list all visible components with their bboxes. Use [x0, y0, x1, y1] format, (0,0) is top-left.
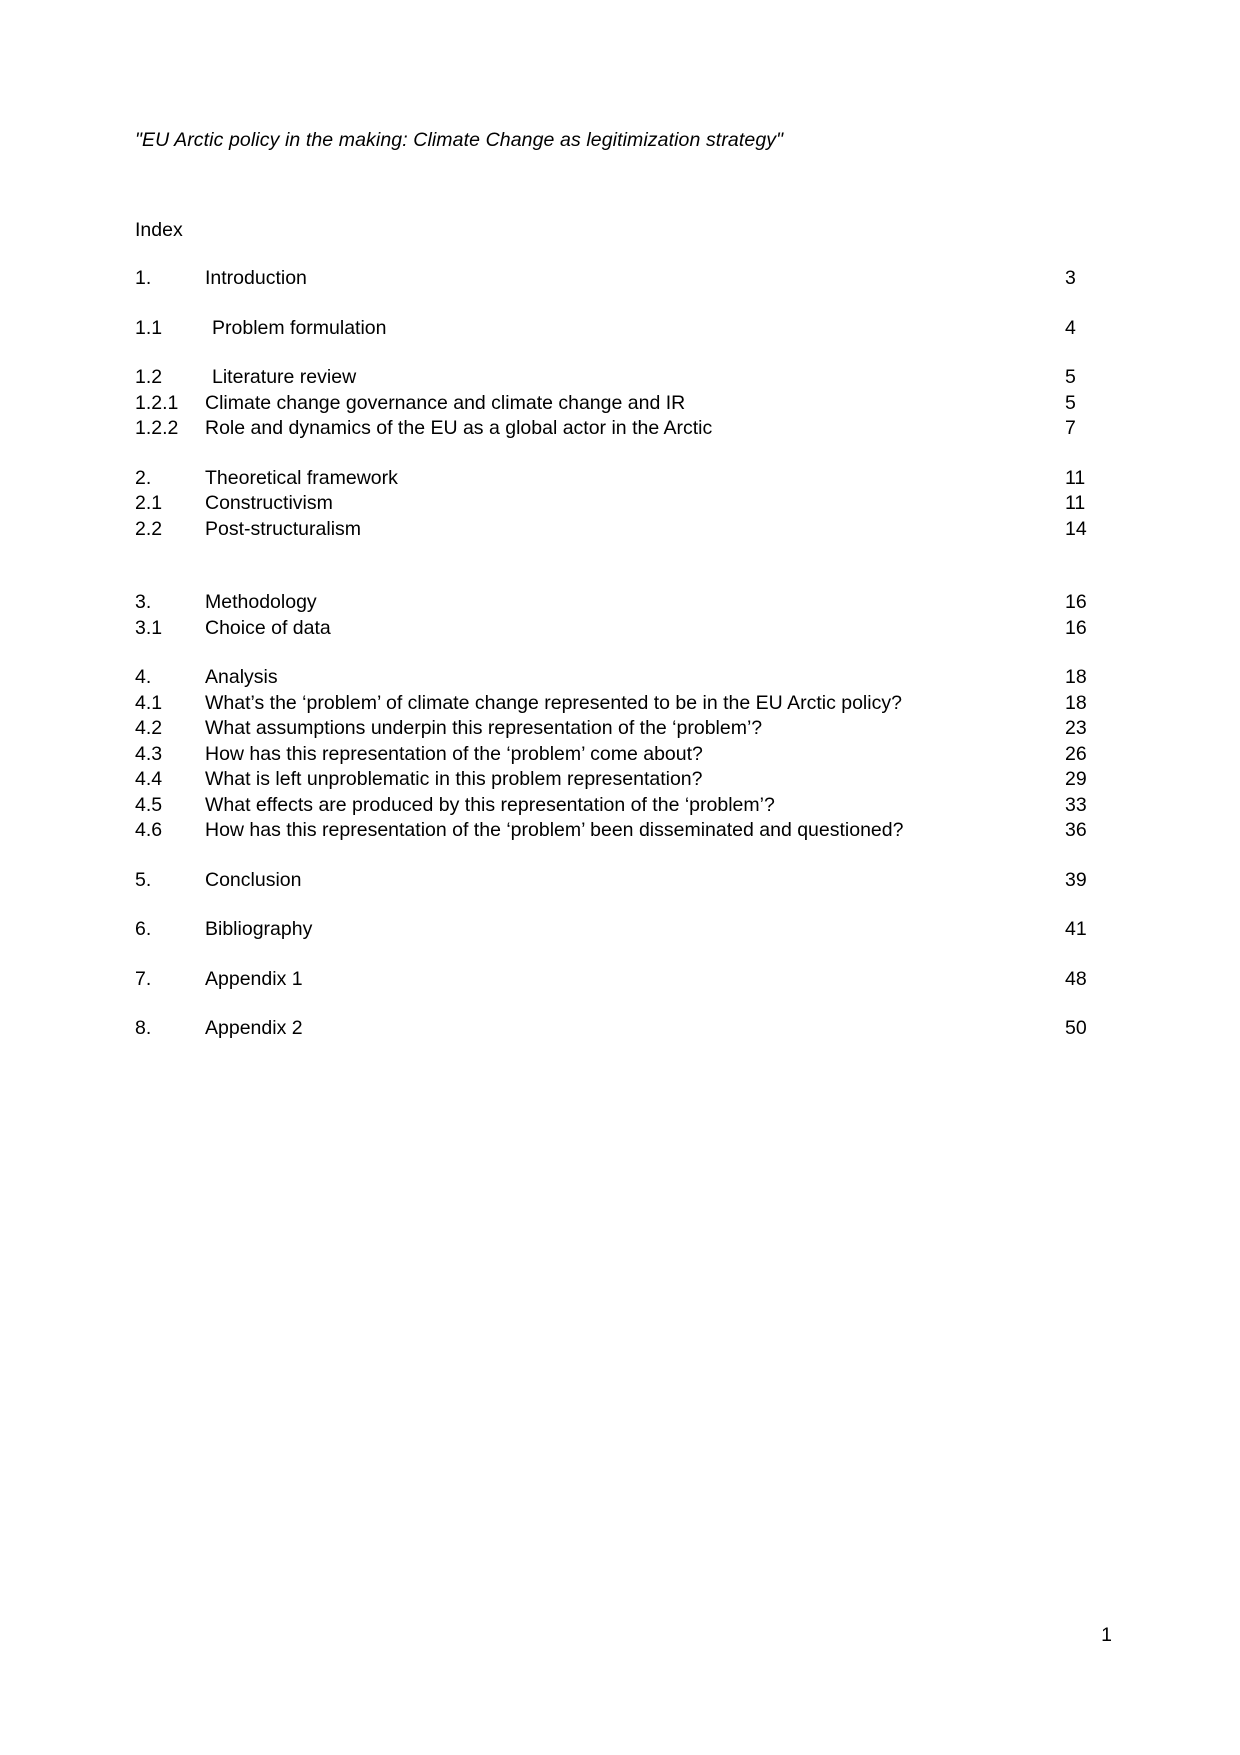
toc-entry-label: Role and dynamics of the EU as a global actor in the Arctic [205, 417, 713, 439]
toc-entry-number: 5. [135, 868, 152, 891]
toc-group-spacer [135, 844, 1105, 868]
toc-entry-label: Problem formulation [212, 316, 387, 339]
toc-entry-label: Appendix 2 [205, 1017, 303, 1039]
page-content [135, 126, 1105, 1042]
toc-group-spacer [135, 992, 1105, 1016]
toc-entry-number: 1.1 [135, 316, 163, 339]
toc-entry[interactable] [135, 517, 1105, 543]
toc-entry-page: 26 [1065, 742, 1087, 765]
toc-entry-label: Appendix 1 [205, 967, 303, 990]
toc-entry-label: Constructivism [205, 492, 333, 514]
toc-entry[interactable] [135, 665, 1105, 691]
toc-entry-number: 4.6 [135, 819, 163, 841]
toc-entry-page: 18 [1065, 691, 1087, 714]
toc-entry-page: 16 [1065, 591, 1087, 613]
toc-group-spacer [135, 341, 1105, 365]
toc-entry[interactable] [135, 691, 1105, 717]
toc-entry-page: 48 [1065, 967, 1087, 990]
page-number: 1 [1101, 1624, 1112, 1646]
toc-group-spacer [135, 943, 1105, 967]
toc-entry[interactable] [135, 917, 1105, 943]
toc-entry[interactable] [135, 716, 1105, 742]
toc-entry-label: How has this representation of the ‘problem’ come about? [205, 742, 703, 765]
toc-entry[interactable] [135, 1016, 1105, 1042]
index-heading: Index [135, 219, 183, 241]
document-title: "EU Arctic policy in the making: Climate Change as legitimization strategy" [135, 129, 784, 151]
toc-group-spacer [135, 641, 1105, 665]
toc-entry-number: 4.5 [135, 793, 163, 816]
toc-group-spacer [135, 893, 1105, 917]
toc-group-spacer [135, 292, 1105, 316]
toc-entry-number: 2. [135, 466, 152, 489]
toc-entry-label: What assumptions underpin this representation of the ‘problem’? [205, 717, 763, 739]
toc-entry-label: Literature review [212, 366, 357, 388]
toc-entry-label: Theoretical framework [205, 466, 398, 489]
toc-entry-page: 5 [1065, 366, 1076, 388]
toc-entry-label: What is left unproblematic in this problem representation? [205, 768, 703, 790]
toc-entry-number: 4. [135, 666, 152, 688]
toc-entry-number: 3. [135, 591, 152, 613]
toc-entry[interactable] [135, 818, 1105, 844]
toc-entry-page: 18 [1065, 666, 1087, 688]
toc-entry-number: 1.2 [135, 366, 163, 388]
toc-entry-number: 4.4 [135, 768, 163, 790]
toc-entry-label: Post-structuralism [205, 517, 362, 540]
toc-entry[interactable] [135, 742, 1105, 768]
toc-entry-number: 4.1 [135, 691, 163, 714]
toc-entry-page: 39 [1065, 868, 1087, 891]
toc-entry[interactable] [135, 316, 1105, 342]
table-of-contents [135, 266, 1105, 1042]
toc-entry-page: 11 [1065, 466, 1086, 489]
toc-entry-number: 2.2 [135, 517, 163, 540]
toc-entry[interactable] [135, 616, 1105, 642]
toc-entry[interactable] [135, 365, 1105, 391]
toc-entry-page: 16 [1065, 616, 1087, 639]
toc-entry-number: 4.2 [135, 717, 163, 739]
toc-entry[interactable] [135, 416, 1105, 442]
toc-entry-number: 6. [135, 918, 152, 940]
toc-entry-number: 3.1 [135, 616, 163, 639]
toc-group-spacer [135, 542, 1105, 590]
toc-entry-label: How has this representation of the ‘problem’ been disseminated and questioned? [205, 819, 904, 841]
toc-entry-label: Analysis [205, 666, 278, 688]
toc-entry[interactable] [135, 767, 1105, 793]
toc-entry[interactable] [135, 590, 1105, 616]
toc-entry-label: Introduction [205, 267, 307, 289]
toc-entry-label: Bibliography [205, 918, 313, 940]
toc-entry-number: 1. [135, 267, 152, 289]
toc-entry-page: 33 [1065, 793, 1087, 816]
toc-entry-number: 4.3 [135, 742, 163, 765]
toc-entry-page: 5 [1065, 391, 1076, 414]
toc-group-spacer [135, 442, 1105, 466]
toc-entry-page: 41 [1065, 918, 1087, 940]
toc-entry[interactable] [135, 391, 1105, 417]
toc-entry-label: Climate change governance and climate change and IR [205, 391, 686, 414]
toc-entry[interactable] [135, 967, 1105, 993]
toc-entry-page: 29 [1065, 768, 1087, 790]
toc-entry-label: Choice of data [205, 616, 331, 639]
toc-entry-number: 7. [135, 967, 152, 990]
toc-entry-page: 14 [1065, 517, 1087, 540]
toc-entry-page: 23 [1065, 717, 1087, 739]
toc-entry[interactable] [135, 466, 1105, 492]
toc-entry[interactable] [135, 868, 1105, 894]
toc-entry[interactable] [135, 266, 1105, 292]
toc-entry-page: 36 [1065, 819, 1087, 841]
toc-entry-number: 1.2.2 [135, 417, 179, 439]
toc-entry-page: 3 [1065, 267, 1076, 289]
toc-entry-page: 4 [1065, 316, 1076, 339]
toc-entry-number: 1.2.1 [135, 391, 179, 414]
toc-entry[interactable] [135, 491, 1105, 517]
toc-entry-label: What’s the ‘problem’ of climate change represented to be in the EU Arctic policy? [205, 691, 902, 714]
toc-entry-page: 11 [1065, 492, 1086, 514]
toc-entry-number: 8. [135, 1017, 152, 1039]
toc-entry-label: What effects are produced by this representation of the ‘problem’? [205, 793, 775, 816]
toc-entry-page: 50 [1065, 1017, 1087, 1039]
toc-entry[interactable] [135, 793, 1105, 819]
toc-entry-label: Conclusion [205, 868, 302, 891]
toc-entry-label: Methodology [205, 591, 317, 613]
toc-entry-number: 2.1 [135, 492, 163, 514]
toc-entry-page: 7 [1065, 417, 1076, 439]
